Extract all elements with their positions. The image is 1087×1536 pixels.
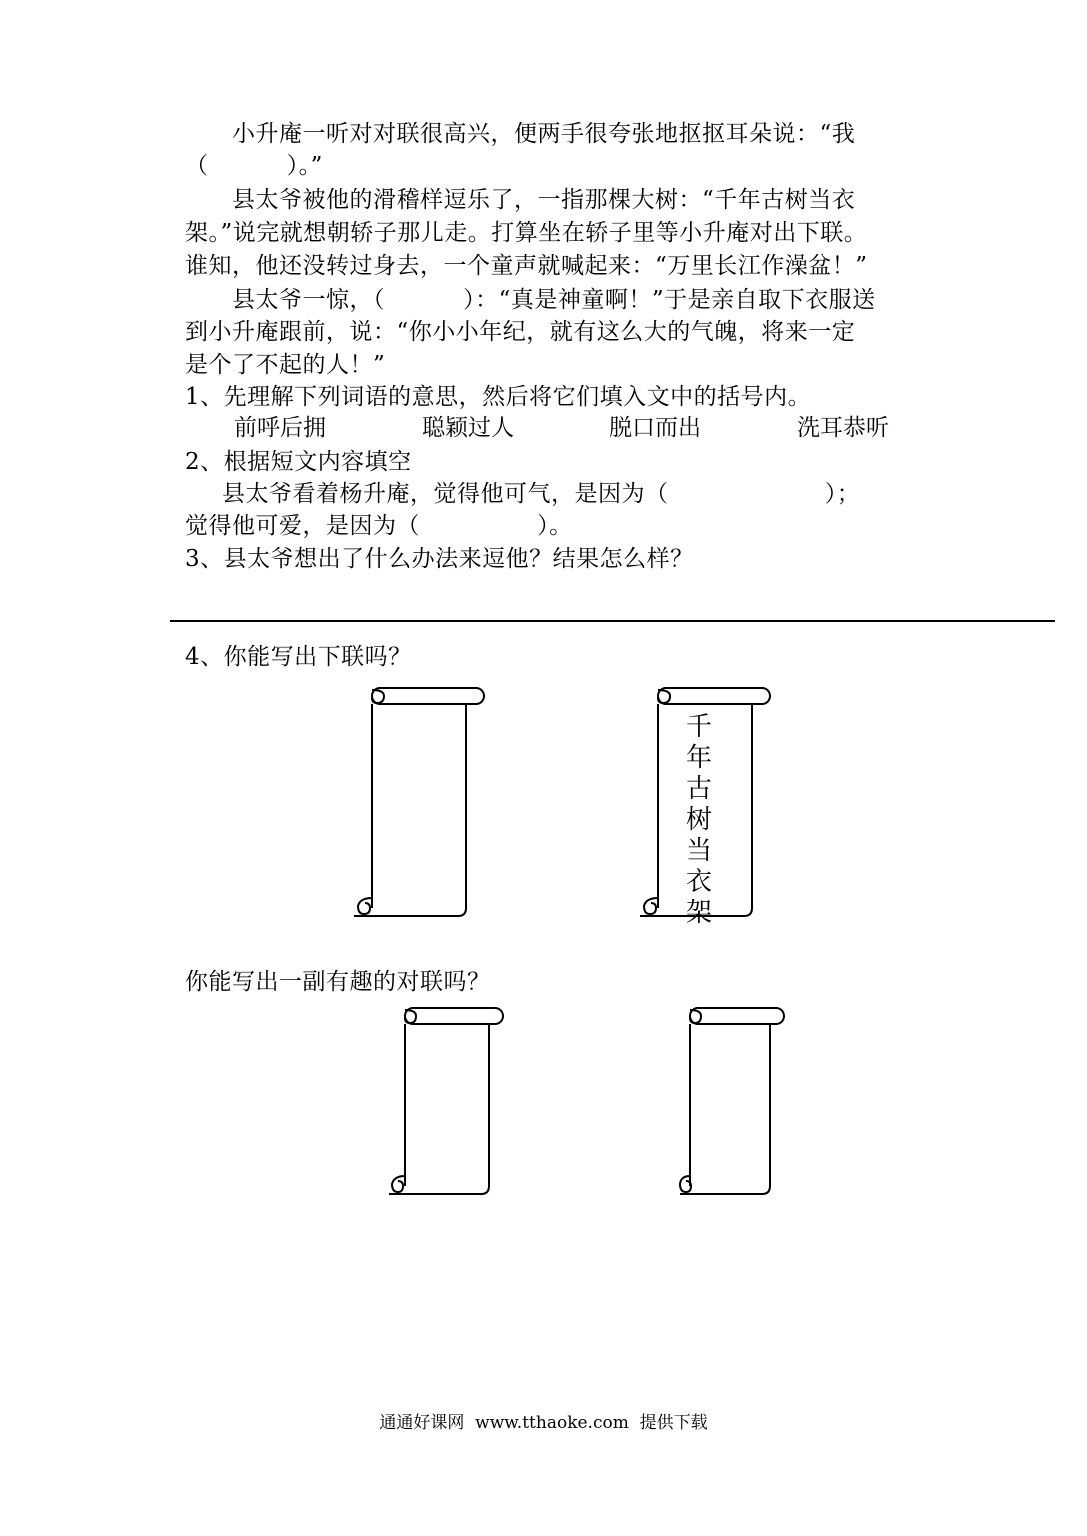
passage-line-4: 架。”说完就想朝轿子那儿走。打算坐在轿子里等小升庵对出下联。 [185,220,868,246]
question-2-line-1: 县太爷看着杨升庵，觉得他可气，是因为（ ）； [222,481,861,507]
scroll-couplet-right-blank[interactable] [676,1006,796,1196]
passage-line-7: 到小升庵跟前，说：“你小小年纪，就有这么大的气魄，将来一定 [185,319,856,345]
scroll-lower-couplet-blank[interactable] [350,686,486,918]
passage-line-5: 谁知，他还没转过身去，一个童声就喊起来：“万里长江作澡盆！” [185,253,868,279]
passage-line-8: 是个了不起的人！” [185,352,386,378]
question-4: 4、你能写出下联吗？ [185,644,412,670]
question-1: 1、先理解下列词语的意思，然后将它们填入文中的括号内。 [185,384,812,410]
scroll-couplet-left-blank[interactable] [385,1006,505,1196]
passage-line-3: 县太爷被他的滑稽样逗乐了，一指那棵大树：“千年古树当衣 [232,187,856,213]
word-option-4: 洗耳恭听 [797,415,889,441]
footer-source: 通通好课网 www.tthaoke.com 提供下载 [379,1413,708,1433]
passage-line-2: （ ）。” [185,153,323,179]
question-5: 你能写出一副有趣的对联吗？ [185,969,491,995]
upper-couplet-text: 千年古树当衣架 [685,712,712,928]
question-3: 3、县太爷想出了什么办法来逗他？结果怎么样？ [185,546,694,572]
question-2-line-2: 觉得他可爱，是因为（ ）。 [185,513,573,539]
question-2: 2、根据短文内容填空 [185,449,412,475]
word-option-3: 脱口而出 [609,415,701,441]
passage-line-6: 县太爷一惊，（ ）：“真是神童啊！”于是亲自取下衣服送 [232,287,876,313]
word-option-2: 聪颖过人 [422,415,514,441]
section-divider [170,620,1055,622]
passage-line-1: 小升庵一听对对联很高兴，便两手很夸张地抠抠耳朵说：“我 [232,121,856,147]
word-option-1: 前呼后拥 [234,415,326,441]
scroll-upper-couplet [636,686,772,928]
